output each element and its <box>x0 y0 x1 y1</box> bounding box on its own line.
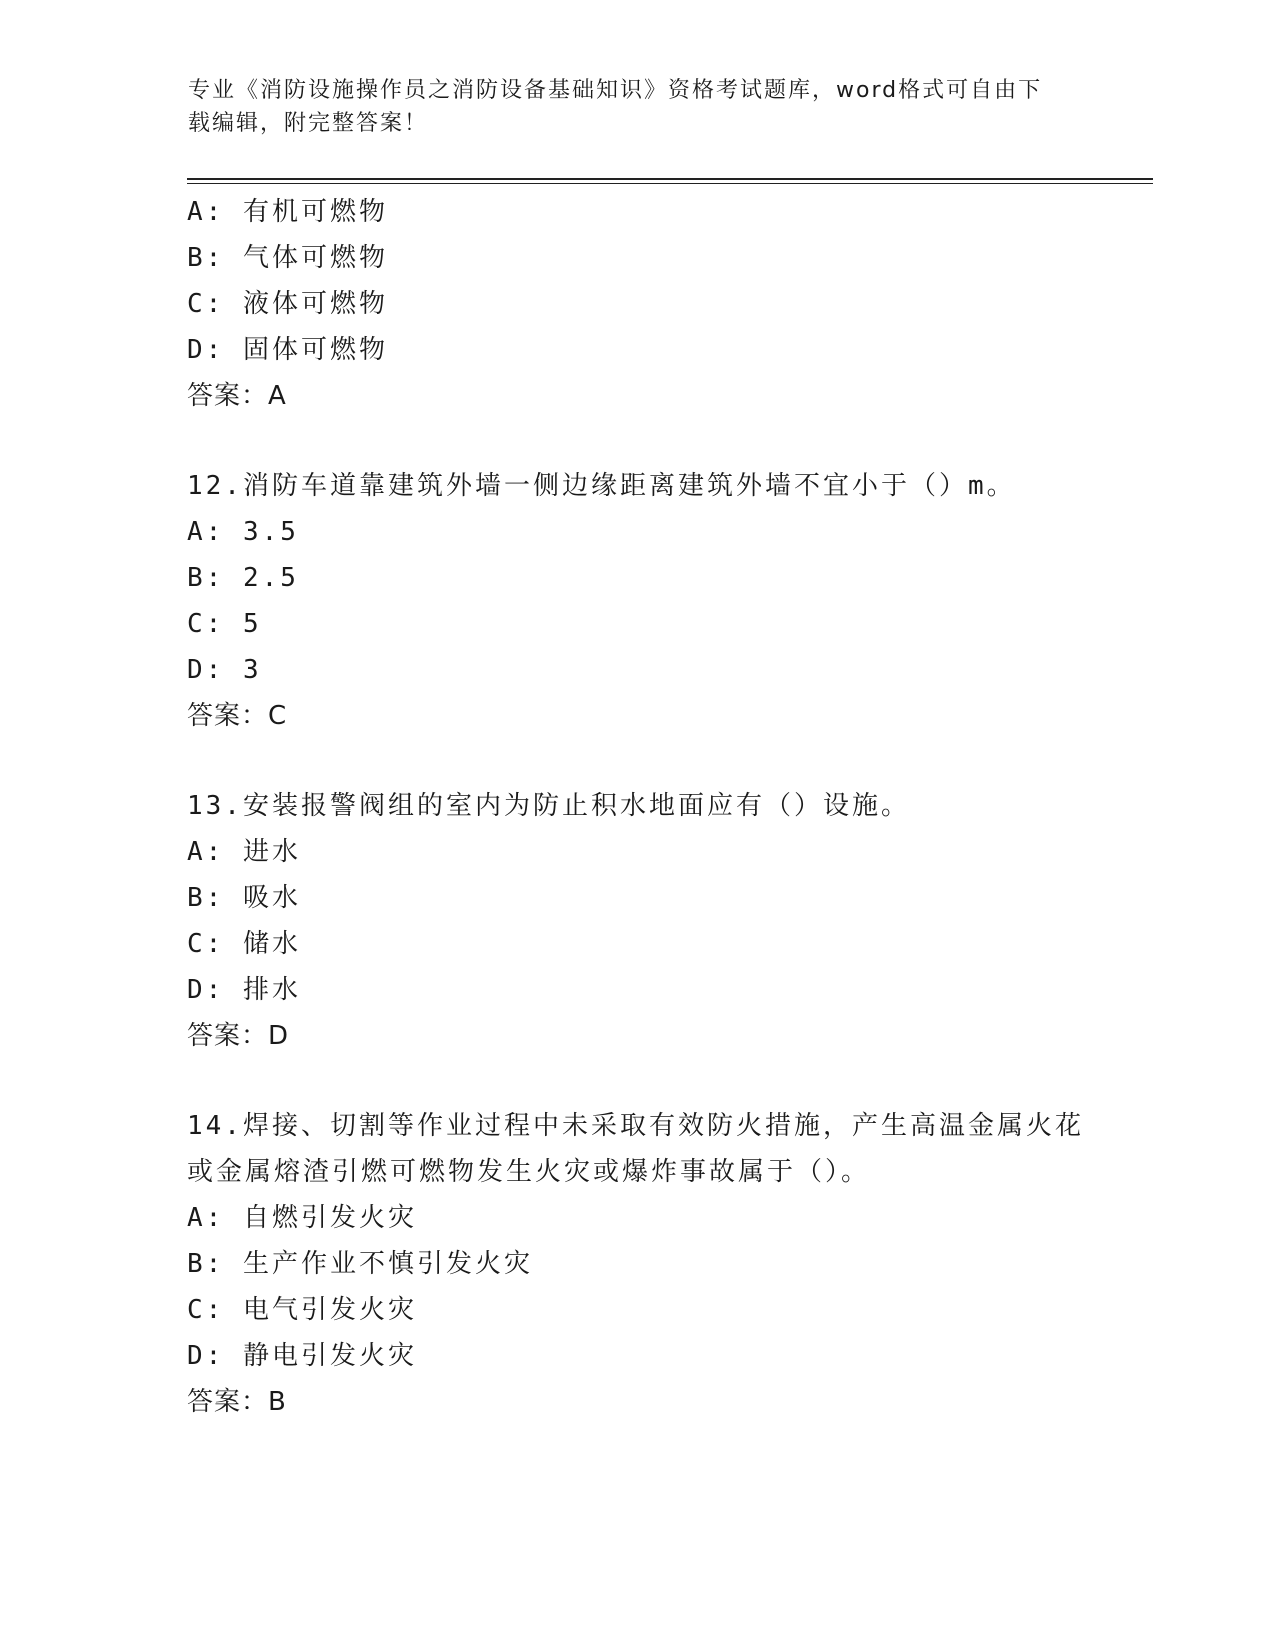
option-a: A: 进水 <box>187 837 301 867</box>
option-a: A: 自燃引发火灾 <box>187 1203 417 1233</box>
question-list <box>187 189 1087 1425</box>
question-text-line-1: 14.焊接、切割等作业过程中未采取有效防火措施，产生高温金属火花 <box>187 1111 1084 1141</box>
option-b: B: 气体可燃物 <box>187 243 388 273</box>
option-d: D: 3 <box>187 655 262 685</box>
document-header <box>188 74 1068 140</box>
answer: 答案：D <box>187 1021 290 1051</box>
question-text: 13.安装报警阀组的室内为防止积水地面应有（）设施。 <box>187 791 910 821</box>
question-14 <box>187 1103 1087 1425</box>
question-text: 12.消防车道靠建筑外墙一侧边缘距离建筑外墙不宜小于（）m。 <box>187 471 1016 501</box>
option-b: B: 2.5 <box>187 563 299 593</box>
header-line-1: 专业《消防设施操作员之消防设备基础知识》资格考试题库，word格式可自由下 <box>188 78 1043 103</box>
option-a: A: 有机可燃物 <box>187 197 388 227</box>
answer: 答案：C <box>187 701 288 731</box>
option-c: C: 电气引发火灾 <box>187 1295 417 1325</box>
header-divider-thick <box>187 178 1153 180</box>
header-line-2: 载编辑，附完整答案！ <box>188 111 429 136</box>
question-13 <box>187 783 1087 1059</box>
option-d: D: 排水 <box>187 975 301 1005</box>
question-text-line-2: 或金属熔渣引燃可燃物发生火灾或爆炸事故属于（）。 <box>187 1157 871 1187</box>
answer: 答案：A <box>187 381 287 411</box>
option-d: D: 固体可燃物 <box>187 335 388 365</box>
answer: 答案：B <box>187 1387 287 1417</box>
option-c: C: 液体可燃物 <box>187 289 388 319</box>
option-b: B: 吸水 <box>187 883 301 913</box>
option-b: B: 生产作业不慎引发火灾 <box>187 1249 533 1279</box>
question-12 <box>187 463 1087 739</box>
option-c: C: 5 <box>187 609 262 639</box>
option-d: D: 静电引发火灾 <box>187 1341 417 1371</box>
header-divider-thin <box>187 183 1153 184</box>
option-a: A: 3.5 <box>187 517 299 547</box>
question-11-tail <box>187 189 1087 419</box>
option-c: C: 储水 <box>187 929 301 959</box>
